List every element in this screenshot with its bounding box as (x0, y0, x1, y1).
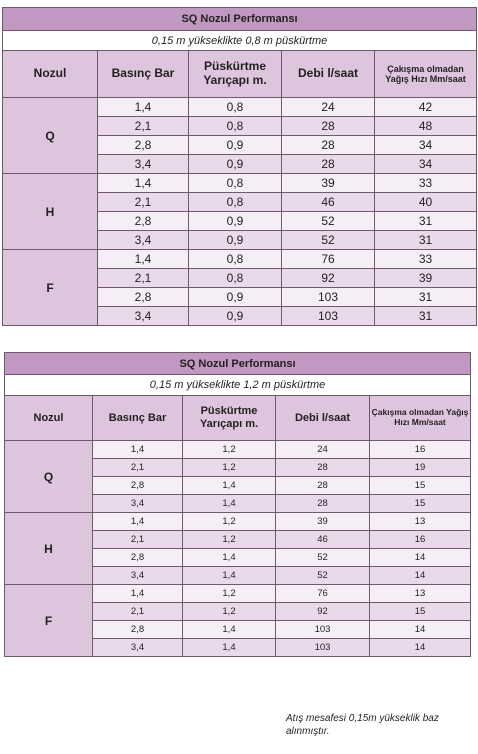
header-flow: Debi l/saat (282, 51, 375, 98)
cell-rate: 13 (370, 585, 471, 603)
cell-radius: 0,8 (189, 269, 282, 288)
cell-rate: 33 (375, 250, 477, 269)
header-precipitation-rate: Çakışma olmadan Yağış Hızı Mm/saat (375, 51, 477, 98)
cell-radius: 1,4 (183, 549, 276, 567)
cell-pressure: 1,4 (98, 250, 189, 269)
header-nozzle: Nozul (5, 396, 93, 441)
nozzle-label: F (5, 585, 93, 657)
cell-rate: 31 (375, 288, 477, 307)
header-flow: Debi l/saat (276, 396, 370, 441)
header-radius: Püskürtme Yarıçapı m. (189, 51, 282, 98)
cell-pressure: 2,8 (93, 621, 183, 639)
cell-flow: 39 (276, 513, 370, 531)
cell-flow: 92 (282, 269, 375, 288)
cell-pressure: 1,4 (98, 98, 189, 117)
cell-flow: 24 (276, 441, 370, 459)
cell-flow: 28 (282, 155, 375, 174)
header-nozzle: Nozul (3, 51, 98, 98)
cell-rate: 14 (370, 621, 471, 639)
nozzle-label: Q (3, 98, 98, 174)
cell-radius: 0,8 (189, 193, 282, 212)
cell-radius: 1,4 (183, 477, 276, 495)
header-pressure: Basınç Bar (93, 396, 183, 441)
cell-flow: 28 (282, 117, 375, 136)
performance-table-1-2m (4, 352, 471, 657)
cell-rate: 16 (370, 441, 471, 459)
cell-rate: 14 (370, 567, 471, 585)
cell-flow: 103 (276, 639, 370, 657)
table-title: SQ Nozul Performansı (3, 8, 477, 31)
cell-rate: 14 (370, 639, 471, 657)
cell-rate: 42 (375, 98, 477, 117)
cell-rate: 34 (375, 136, 477, 155)
cell-pressure: 3,4 (93, 495, 183, 513)
cell-pressure: 2,8 (93, 477, 183, 495)
cell-flow: 28 (276, 495, 370, 513)
footnote: Atış mesafesi 0,15m yükseklik baz alınmıştır. (286, 713, 439, 737)
cell-radius: 0,8 (189, 98, 282, 117)
cell-pressure: 2,8 (98, 136, 189, 155)
nozzle-label: F (3, 250, 98, 326)
cell-flow: 52 (276, 549, 370, 567)
cell-radius: 0,8 (189, 174, 282, 193)
cell-pressure: 3,4 (98, 155, 189, 174)
cell-rate: 15 (370, 603, 471, 621)
cell-pressure: 3,4 (98, 231, 189, 250)
cell-flow: 103 (282, 288, 375, 307)
cell-rate: 15 (370, 477, 471, 495)
cell-radius: 0,8 (189, 117, 282, 136)
cell-pressure: 2,1 (93, 531, 183, 549)
cell-flow: 52 (282, 231, 375, 250)
cell-flow: 103 (276, 621, 370, 639)
cell-pressure: 2,8 (98, 212, 189, 231)
header-pressure: Basınç Bar (98, 51, 189, 98)
cell-rate: 48 (375, 117, 477, 136)
cell-radius: 1,4 (183, 639, 276, 657)
table-row (3, 174, 477, 193)
cell-flow: 92 (276, 603, 370, 621)
cell-rate: 15 (370, 495, 471, 513)
table-row (3, 250, 477, 269)
cell-flow: 76 (276, 585, 370, 603)
cell-radius: 1,2 (183, 513, 276, 531)
cell-radius: 0,9 (189, 212, 282, 231)
cell-radius: 0,8 (189, 250, 282, 269)
cell-pressure: 2,8 (98, 288, 189, 307)
cell-radius: 1,2 (183, 441, 276, 459)
table-row (5, 513, 471, 531)
cell-rate: 16 (370, 531, 471, 549)
cell-rate: 33 (375, 174, 477, 193)
table-row (5, 585, 471, 603)
cell-rate: 34 (375, 155, 477, 174)
cell-rate: 39 (375, 269, 477, 288)
cell-pressure: 2,1 (98, 193, 189, 212)
cell-flow: 28 (282, 136, 375, 155)
cell-flow: 39 (282, 174, 375, 193)
cell-pressure: 1,4 (93, 513, 183, 531)
cell-flow: 52 (282, 212, 375, 231)
nozzle-label: H (5, 513, 93, 585)
header-precipitation-rate: Çakışma olmadan Yağış Hızı Mm/saat (370, 396, 471, 441)
cell-flow: 103 (282, 307, 375, 326)
table-row (3, 98, 477, 117)
cell-radius: 0,9 (189, 231, 282, 250)
table-title: SQ Nozul Performansı (5, 353, 471, 375)
cell-radius: 1,2 (183, 531, 276, 549)
cell-radius: 1,2 (183, 603, 276, 621)
cell-radius: 0,9 (189, 136, 282, 155)
cell-radius: 1,4 (183, 495, 276, 513)
cell-rate: 14 (370, 549, 471, 567)
cell-rate: 31 (375, 212, 477, 231)
cell-radius: 0,9 (189, 307, 282, 326)
performance-table-0-8m (2, 7, 477, 326)
cell-pressure: 2,1 (98, 269, 189, 288)
cell-radius: 0,9 (189, 155, 282, 174)
cell-radius: 1,2 (183, 459, 276, 477)
cell-rate: 19 (370, 459, 471, 477)
cell-pressure: 2,8 (93, 549, 183, 567)
cell-rate: 40 (375, 193, 477, 212)
table-subtitle: 0,15 m yükseklikte 1,2 m püskürtme (5, 375, 471, 396)
cell-pressure: 3,4 (93, 639, 183, 657)
nozzle-label: H (3, 174, 98, 250)
cell-flow: 76 (282, 250, 375, 269)
cell-pressure: 1,4 (93, 585, 183, 603)
cell-flow: 46 (282, 193, 375, 212)
cell-pressure: 3,4 (98, 307, 189, 326)
table-row (5, 441, 471, 459)
cell-pressure: 2,1 (93, 603, 183, 621)
cell-radius: 1,4 (183, 621, 276, 639)
header-radius: Püskürtme Yarıçapı m. (183, 396, 276, 441)
table-subtitle: 0,15 m yükseklikte 0,8 m püskürtme (3, 31, 477, 51)
cell-radius: 0,9 (189, 288, 282, 307)
nozzle-label: Q (5, 441, 93, 513)
cell-pressure: 2,1 (93, 459, 183, 477)
cell-rate: 31 (375, 231, 477, 250)
cell-radius: 1,2 (183, 585, 276, 603)
cell-pressure: 2,1 (98, 117, 189, 136)
cell-pressure: 3,4 (93, 567, 183, 585)
cell-flow: 46 (276, 531, 370, 549)
cell-rate: 31 (375, 307, 477, 326)
cell-radius: 1,4 (183, 567, 276, 585)
cell-flow: 52 (276, 567, 370, 585)
cell-rate: 13 (370, 513, 471, 531)
cell-flow: 28 (276, 459, 370, 477)
cell-flow: 28 (276, 477, 370, 495)
cell-pressure: 1,4 (93, 441, 183, 459)
cell-flow: 24 (282, 98, 375, 117)
cell-pressure: 1,4 (98, 174, 189, 193)
